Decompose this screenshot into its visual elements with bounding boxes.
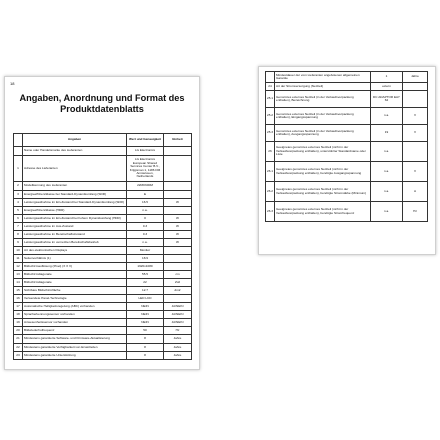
row-value: 16.5 (127, 199, 164, 207)
row-label: Energieeffizienzklasse bei Standard-Dynamikumfang (SDR) (23, 191, 127, 199)
row-label: Leistungsaufnahme im Bereitschaftszustand (23, 231, 127, 239)
row-value: n.a. (371, 202, 403, 222)
row-value: n.a. (127, 207, 164, 215)
row-label: Adresse des Lieferanten (23, 156, 127, 182)
row-value: extern (371, 83, 403, 91)
table-row (14, 207, 192, 215)
row-number: 10 (14, 247, 23, 255)
row-number: 7 (14, 223, 23, 231)
row-label: Bildwiederholfrequenz (23, 327, 127, 335)
table-row (266, 182, 428, 202)
row-unit: V (403, 125, 428, 142)
header-unit: Einheit (164, 134, 192, 147)
row-unit (164, 147, 192, 156)
row-label: Genormtes externes Netzteil (in der Verkaufsverpackung enthalten), Bezeichnung (275, 91, 371, 108)
row-label: Mindestens garantierte Verfügbarkeit von Ersatzteilen (23, 344, 127, 352)
table-row (266, 91, 428, 108)
row-unit: Hz (164, 327, 192, 335)
table-row (266, 142, 428, 162)
row-label: Genormtes externes Netzteil (in der Verkaufsverpackung enthalten), Ausgangsspannung (275, 125, 371, 142)
row-value: n.a. (371, 142, 403, 162)
table-row (14, 295, 192, 303)
row-number: 23 (14, 352, 23, 360)
row-number: 6 (14, 215, 23, 223)
row-unit (164, 295, 192, 303)
table-row (14, 147, 192, 156)
table-row (14, 156, 192, 182)
row-label: Bildschirmdiagonale (23, 271, 127, 279)
row-unit: A (403, 182, 428, 202)
row-number (266, 72, 275, 83)
row-value: LG Electronics European Shared Services Center B.V., Krijgsman 1, 1186 DM Amstelveen, Netherlands (127, 156, 164, 182)
row-label: Mindestdauer der vom Lieferanten angebotenen allgemeinen Garantie (275, 72, 371, 83)
row-unit: W (164, 215, 192, 223)
row-value: E (127, 191, 164, 199)
row-value: NEIN (127, 319, 164, 327)
row-unit: Jahre (403, 72, 428, 83)
table-row (14, 255, 192, 263)
row-value: DC ADAPTOR EAY 62 (371, 91, 403, 108)
table-row (14, 319, 192, 327)
row-label: Mindestens garantierte Unterstützung (23, 352, 127, 360)
row-label: Anwesenheitssensor vorhanden (23, 319, 127, 327)
row-number: 19 (14, 319, 23, 327)
header-label: Angaben (23, 134, 127, 147)
row-unit (164, 255, 192, 263)
row-unit: W (164, 223, 192, 231)
row-number: 15 (14, 287, 23, 295)
row-label: Geeignetes genormtes externes Netzteil (nicht in der Verkaufsverpackung enthalten), benötigte Stromfrequenz (275, 202, 371, 222)
row-value: 8 (127, 344, 164, 352)
row-label: Seitenverhältnis (1) (23, 255, 127, 263)
row-unit: dm2 (164, 287, 192, 295)
row-unit: Jahre (164, 352, 192, 360)
row-number: 12 (14, 263, 23, 271)
row-number: 24 (266, 83, 275, 91)
row-label: Verwendete Panel-Technologie (23, 295, 127, 303)
row-unit (164, 156, 192, 182)
row-value: 0.3 (127, 231, 164, 239)
table-row (266, 162, 428, 182)
row-value: 8 (127, 352, 164, 360)
table-row (14, 303, 192, 311)
table-row (266, 72, 428, 83)
row-unit (403, 91, 428, 108)
row-number: 25.2 (266, 108, 275, 125)
table-row (14, 352, 192, 360)
row-unit: JA/NEIN (164, 319, 192, 327)
row-unit: W (164, 199, 192, 207)
row-value: Monitor (127, 247, 164, 255)
row-value: 12.7 (127, 287, 164, 295)
row-label: Modellkennung des Lieferanten (23, 182, 127, 191)
row-number: 9 (14, 239, 23, 247)
datasheet-table-body (14, 147, 192, 360)
row-label: Genormtes externes Netzteil (in der Verkaufsverpackung enthalten), Eingangsspannung (275, 108, 371, 125)
row-label: Bildschirmdiagonale (23, 279, 127, 287)
table-row (14, 287, 192, 295)
row-label: Automatische Helligkeitsregelung (ABC) vorhanden (23, 303, 127, 311)
row-value: LG Electronics (127, 147, 164, 156)
row-value: n.a. (371, 162, 403, 182)
row-number: 26 (266, 142, 275, 162)
row-value: 19 (371, 125, 403, 142)
row-label: Spracherkennungssensor vorhanden (23, 311, 127, 319)
row-value: LED LCD (127, 295, 164, 303)
row-number: 20 (14, 327, 23, 335)
table-row (14, 344, 192, 352)
row-label: Leistungsaufnahme im Aus-Zustand (23, 223, 127, 231)
table-row (14, 231, 192, 239)
row-unit: JA/NEIN (164, 303, 192, 311)
row-value: n.a. (371, 108, 403, 125)
row-unit (164, 263, 192, 271)
page-number: 18 (10, 81, 15, 86)
document-title: Angaben, Anordnung und Format des Produktdatenblatts (19, 93, 185, 114)
row-number (14, 147, 23, 156)
row-value: 50 (127, 327, 164, 335)
table-row (14, 263, 192, 271)
row-unit: W (164, 231, 192, 239)
datasheet-table-continued (265, 71, 428, 222)
row-label: Name oder Handelsmarke des Lieferanten (23, 147, 127, 156)
row-value: 1 (371, 72, 403, 83)
row-number: 25.1 (266, 91, 275, 108)
table-row (266, 125, 428, 142)
row-number: 2 (14, 182, 23, 191)
table-row (14, 327, 192, 335)
row-label: Mindestens garantierte Software- und Firmware-Aktualisierung (23, 335, 127, 344)
row-number: 26.3 (266, 202, 275, 222)
row-label: Energieeffizienzklasse (HDR) (23, 207, 127, 215)
row-number: 18 (14, 311, 23, 319)
row-value: 8 (127, 335, 164, 344)
row-unit: JA/NEIN (164, 311, 192, 319)
row-number: 13 (14, 271, 23, 279)
row-unit: V (403, 162, 428, 182)
row-number: 3 (14, 191, 23, 199)
row-number: 14 (14, 279, 23, 287)
table-row (266, 202, 428, 222)
row-unit: Jahre (164, 335, 192, 344)
table-header-row (14, 134, 192, 147)
row-number: 21 (14, 335, 23, 344)
table-row (14, 215, 192, 223)
table-row (14, 191, 192, 199)
row-number: 26.1 (266, 162, 275, 182)
row-label: Sichtbare Bildschirmfläche (23, 287, 127, 295)
left-datasheet-page (4, 76, 200, 370)
row-number: 4 (14, 199, 23, 207)
row-number: 26.2 (266, 182, 275, 202)
row-unit (164, 191, 192, 199)
row-unit (403, 142, 428, 162)
row-number: 1 (14, 156, 23, 182)
datasheet-table-continued-body (266, 72, 428, 222)
row-value: n.a. (371, 182, 403, 202)
row-number: 16 (14, 295, 23, 303)
row-unit (164, 207, 192, 215)
row-value: 16:9 (127, 255, 164, 263)
row-value: 1920x1080 (127, 263, 164, 271)
row-value: 0.3 (127, 223, 164, 231)
row-label: Art der Stromversorgung (Netzteil) (275, 83, 371, 91)
row-value: n.a. (127, 239, 164, 247)
row-label: Geeignetes genormtes externes Netzteil (nicht in der Verkaufsverpackung enthalten), benötigte Ausgangsspannung (275, 162, 371, 182)
row-value: 55.5 (127, 271, 164, 279)
row-label: Leistungsaufnahme im vernetzten Bereitschaftsbetrieb (23, 239, 127, 247)
row-unit: Hz (403, 202, 428, 222)
row-label: Leistungsaufnahme im Ein-Zustand bei Standard-Dynamikumfang (SDR) (23, 199, 127, 207)
row-value: NEIN (127, 303, 164, 311)
table-row (14, 279, 192, 287)
table-row (14, 247, 192, 255)
row-number: 17 (14, 303, 23, 311)
row-unit (164, 247, 192, 255)
row-number: 8 (14, 231, 23, 239)
row-value: 22 (127, 279, 164, 287)
row-number: 25.3 (266, 125, 275, 142)
table-row (14, 271, 192, 279)
row-value: 22MK600M (127, 182, 164, 191)
table-row (14, 335, 192, 344)
header-value: Wert und Genauigkeit (127, 134, 164, 147)
row-unit: W (164, 239, 192, 247)
row-unit (403, 83, 428, 91)
row-unit (164, 182, 192, 191)
table-row (14, 223, 192, 231)
table-row (266, 108, 428, 125)
row-label: Bildschirmauflösung (Pixel) (X X V) (23, 263, 127, 271)
row-number: 5 (14, 207, 23, 215)
table-row (266, 83, 428, 91)
table-row (14, 311, 192, 319)
row-number: 11 (14, 255, 23, 263)
row-label: Leistungsaufnahme im Ein-Zustand bei hohem Dynamikumfang (HDR) (23, 215, 127, 223)
row-value: 0 (127, 215, 164, 223)
row-unit: V (403, 108, 428, 125)
row-value: NEIN (127, 311, 164, 319)
datasheet-table (13, 133, 192, 360)
table-row (14, 199, 192, 207)
row-unit: Zoll (164, 279, 192, 287)
row-unit: cm (164, 271, 192, 279)
header-no (14, 134, 23, 147)
table-row (14, 239, 192, 247)
row-number: 22 (14, 344, 23, 352)
right-datasheet-page (258, 66, 436, 255)
row-label: Geeignetes genormtes externes Netzteil (nicht in der Verkaufsverpackung enthalten), unterstützter Standardname oder Liste (275, 142, 371, 162)
row-unit: Jahre (164, 344, 192, 352)
row-label: Geeignetes genormtes externes Netzteil (nicht in der Verkaufsverpackung enthalten), benötigte Stromstärke (Minimum) (275, 182, 371, 202)
row-label: Art des elektronischen Displays (23, 247, 127, 255)
table-row (14, 182, 192, 191)
